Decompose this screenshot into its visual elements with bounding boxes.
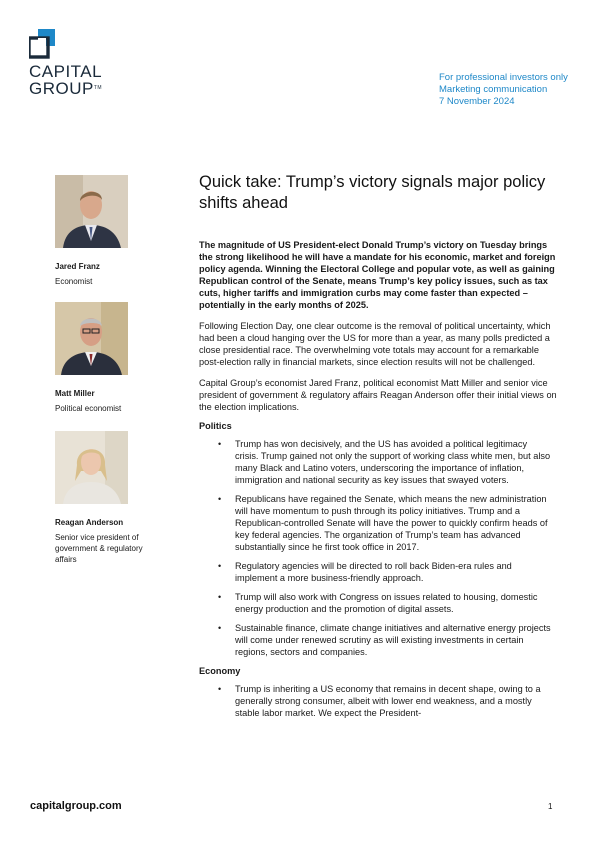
section-heading-politics: Politics bbox=[199, 421, 232, 431]
article-paragraph: Following Election Day, one clear outcome is the removal of political uncertainty, which had been a cloud hanging over the US for more than a year, as many polls predicted a close presidential race. The overwhelming vote totals may account for a remarkable post-election rally in financial markets, since election results will not be challenged. bbox=[199, 321, 551, 367]
document-type: Marketing communication bbox=[439, 84, 548, 95]
document-date: 7 November 2024 bbox=[439, 96, 515, 107]
author-role: Political economist bbox=[55, 404, 122, 413]
politics-list bbox=[199, 438, 559, 658]
author-profile bbox=[55, 431, 145, 565]
article-body bbox=[199, 172, 559, 726]
author-photo-reagan-anderson bbox=[55, 431, 128, 504]
author-name: Matt Miller bbox=[55, 389, 95, 398]
list-item: • Trump is inheriting a US economy that remains in decent shape, owing to a generally strong consumer, albeit with lower end weakness, and a mostly stable labor market. We expect the President- bbox=[235, 683, 559, 719]
list-item: • Regulatory agencies will be directed to roll back Biden-era rules and implement a more business-friendly approach. bbox=[235, 560, 559, 584]
article-lede: The magnitude of US President-elect Donald Trump’s victory on Tuesday brings the strong likelihood he will have a mandate for his economic, market and foreign policy agenda. Winning the Electoral College and popular vote, as well as gaining Republican control of the Senate, means Trump’s key policy issues, such as tax cuts, higher tariffs and immigration curbs may come faster than expected – potentially in the early months of 2025. bbox=[199, 240, 556, 310]
author-role: Economist bbox=[55, 277, 93, 286]
logo-wordmark bbox=[29, 63, 102, 97]
capital-group-logo bbox=[29, 29, 119, 101]
author-photo-jared-franz bbox=[55, 175, 128, 248]
author-profile bbox=[55, 175, 145, 287]
article-paragraph: Capital Group’s economist Jared Franz, political economist Matt Miller and senior vice president of government & regulatory affairs Reagan Anderson offer their initial views on the election implications. bbox=[199, 378, 557, 412]
trademark: TM bbox=[93, 85, 103, 91]
list-item: • Sustainable finance, climate change initiatives and alternative energy projects will come under renewed scrutiny as will existing investments in certain regions, sectors and companies. bbox=[235, 622, 559, 658]
author-name: Reagan Anderson bbox=[55, 518, 124, 527]
author-name: Jared Franz bbox=[55, 262, 100, 271]
document-meta bbox=[439, 72, 578, 108]
page-number: 1 bbox=[548, 802, 553, 811]
author-photo-matt-miller bbox=[55, 302, 128, 375]
author-role: Senior vice president of government & regulatory affairs bbox=[55, 533, 143, 564]
author-profile bbox=[55, 302, 145, 414]
logo-line-2: GROUP bbox=[29, 79, 94, 98]
footer-website-link[interactable]: capitalgroup.com bbox=[30, 800, 122, 812]
list-item: • Trump will also work with Congress on issues related to housing, domestic energy production and the promotion of digital assets. bbox=[235, 591, 559, 615]
section-heading-economy: Economy bbox=[199, 666, 241, 676]
audience-note: For professional investors only bbox=[439, 72, 568, 83]
economy-list bbox=[199, 683, 559, 719]
list-item: • Republicans have regained the Senate, which means the new administration will have momentum to push through its policy initiatives. Trump and a Republican-controlled Senate will have the power to quickly confirm heads of key federal agencies. The organization of Trump’s team has advanced substantially since he first took office in 2017. bbox=[235, 493, 559, 553]
article-title: Quick take: Trump’s victory signals major policy shifts ahead bbox=[199, 173, 546, 212]
logo-line-1: CAPITAL bbox=[29, 62, 103, 81]
capital-group-logo-mark-icon bbox=[29, 29, 59, 59]
list-item: • Trump has won decisively, and the US has avoided a political legitimacy crisis. Trump gained not only the support of working class white men, but also many Black and Latino voters, underscoring the importance of inflation, immigration and national security as key issues that swayed voters. bbox=[235, 438, 559, 486]
